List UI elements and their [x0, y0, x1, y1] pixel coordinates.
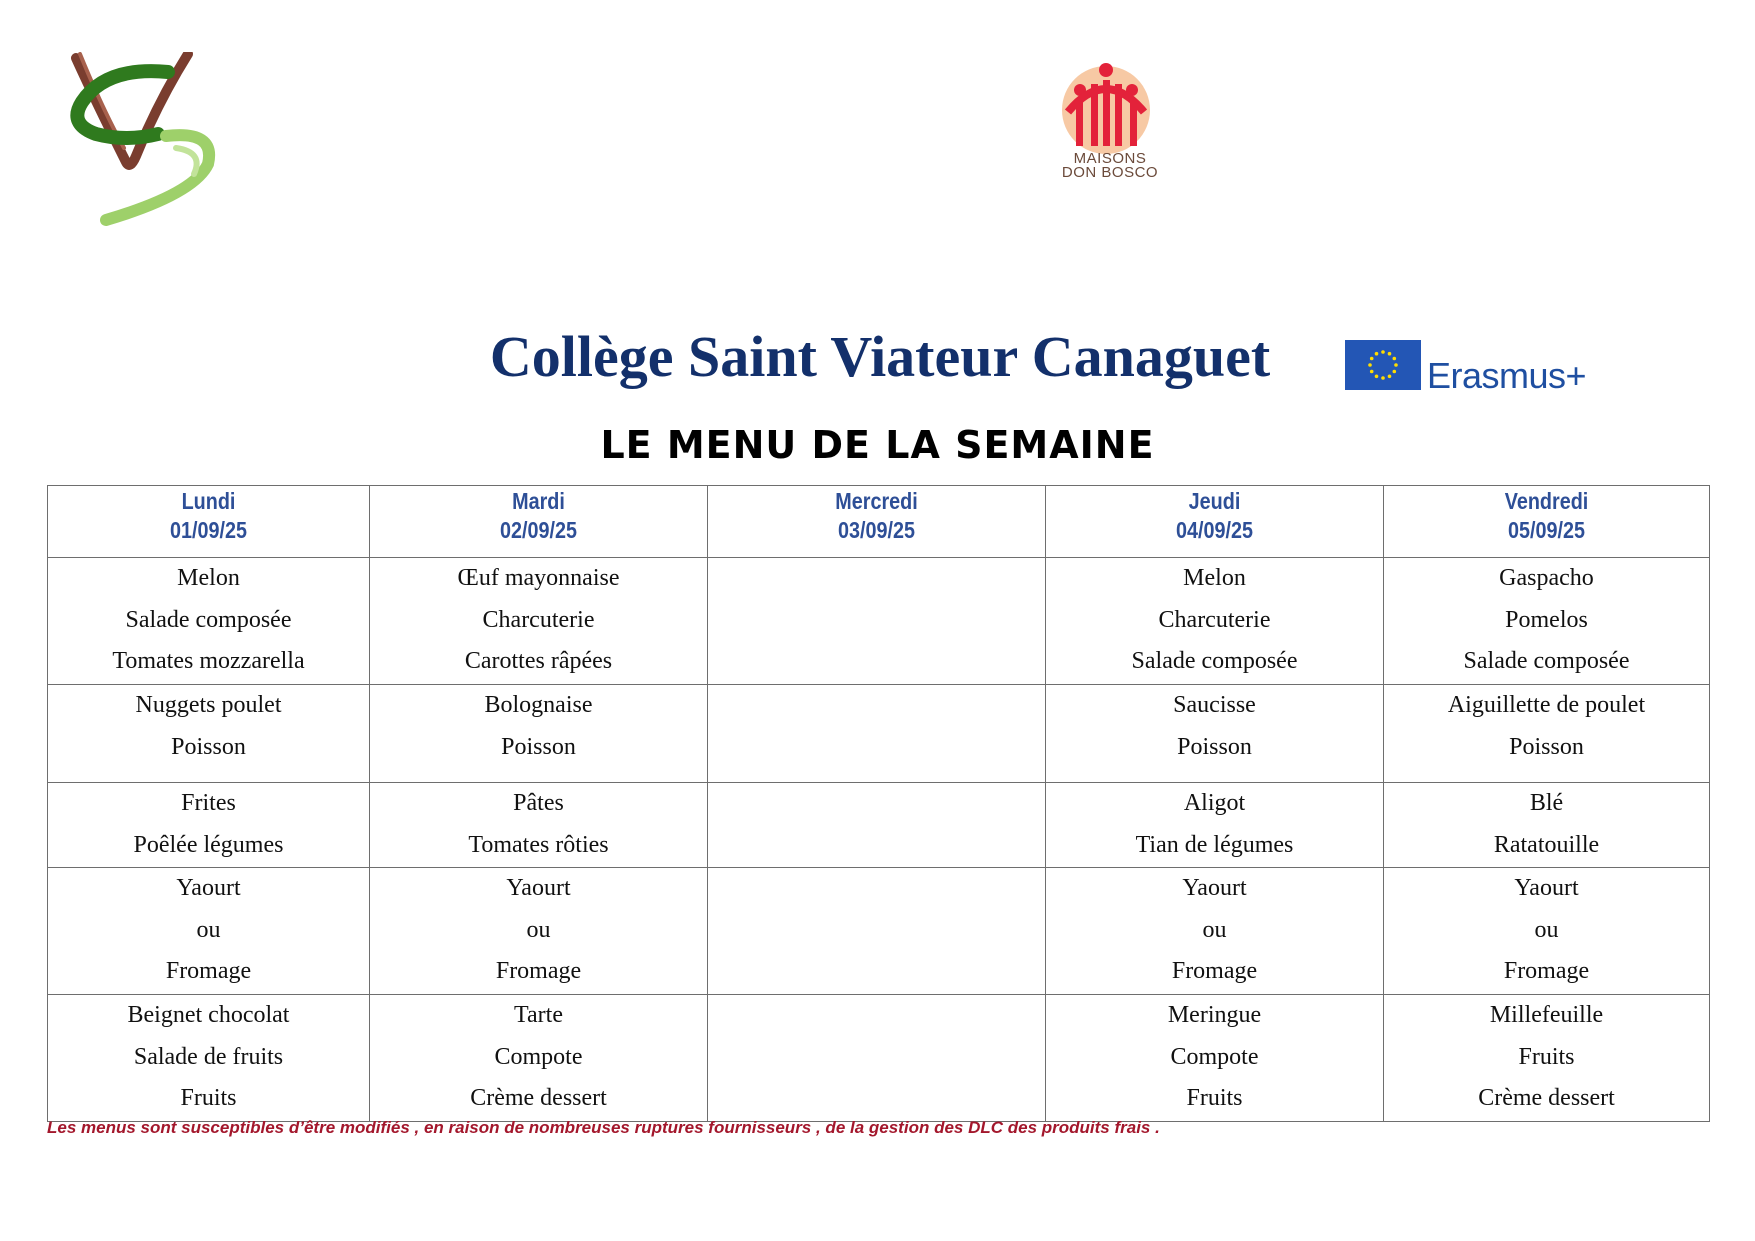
menu-item: Tian de légumes [1135, 831, 1294, 858]
day-header [1046, 486, 1384, 558]
day-name: Mercredi [835, 488, 918, 514]
menu-item: Pomelos [1505, 606, 1588, 633]
menu-cell [370, 868, 708, 995]
page-title: Collège Saint Viateur Canaguet [489, 324, 1271, 389]
menu-cell [370, 995, 708, 1122]
menu-item: Poisson [501, 733, 576, 760]
menu-item: Tarte [514, 1002, 563, 1028]
menu-item: Poisson [171, 733, 246, 760]
menu-subtitle: LE MENU DE LA SEMAINE [600, 423, 1155, 467]
table-row [48, 558, 1710, 685]
menu-cell [1384, 558, 1710, 685]
day-header [1384, 486, 1710, 558]
menu-item: Salade composée [1131, 648, 1298, 674]
menu-cell-empty [708, 783, 1046, 868]
menu-item: Saucisse [1173, 692, 1256, 718]
menu-item: Fromage [1171, 958, 1258, 984]
weekly-menu-table [47, 485, 1710, 1122]
csv-logo [66, 52, 226, 228]
menu-item: Yaourt [506, 875, 571, 901]
menu-cell [1046, 868, 1384, 995]
day-date: 03/09/25 [838, 517, 915, 543]
menu-cell [370, 558, 708, 685]
menu-cell [1384, 783, 1710, 868]
menu-item: Carottes râpées [464, 648, 613, 674]
menu-item: Salade composée [125, 606, 292, 633]
menu-item: Fruits [180, 1085, 237, 1111]
menu-item: Poêlée légumes [133, 831, 284, 858]
menu-item: Melon [1183, 565, 1246, 591]
menu-item: Fromage [495, 958, 582, 984]
menu-cell [48, 685, 370, 783]
menu-item: Crème dessert [1478, 1085, 1615, 1111]
menu-cell [1046, 783, 1384, 868]
logo-text-line2: DON BOSCO [1061, 164, 1159, 181]
menu-item: Salade composée [1463, 648, 1630, 674]
menu-item: Meringue [1167, 1002, 1262, 1028]
day-date: 04/09/25 [1176, 517, 1253, 543]
menu-cell [370, 685, 708, 783]
menu-item: Fromage [1503, 958, 1590, 984]
table-row [48, 995, 1710, 1122]
day-date: 02/09/25 [500, 517, 577, 543]
disclaimer-note: Les menus sont susceptibles d’être modifiés , en raison de nombreuses ruptures fournisseurs , de la gestion des DLC des produits frais . [47, 1118, 1160, 1137]
menu-cell [1046, 995, 1384, 1122]
menu-item: ou [1534, 916, 1559, 943]
eu-flag-icon [1345, 340, 1421, 390]
menu-item: Fruits [1186, 1085, 1243, 1111]
menu-item: Gaspacho [1499, 565, 1594, 591]
menu-item: Œuf mayonnaise [457, 565, 620, 591]
table-row [48, 868, 1710, 995]
menu-item: Compote [494, 1043, 583, 1070]
table-row [48, 783, 1710, 868]
menu-cell-empty [708, 868, 1046, 995]
day-header [708, 486, 1046, 558]
menu-item: Ratatouille [1493, 831, 1600, 858]
table-row [48, 685, 1710, 783]
menu-item: Salade de fruits [133, 1043, 284, 1070]
day-name: Lundi [181, 488, 236, 514]
menu-cell [1046, 685, 1384, 783]
day-header [48, 486, 370, 558]
menu-item: Nuggets poulet [135, 692, 282, 718]
logo-text-line1: MAISONS [1073, 150, 1147, 167]
menu-cell [48, 783, 370, 868]
day-name: Vendredi [1504, 488, 1589, 514]
table-header-row [48, 486, 1710, 558]
menu-cell [48, 868, 370, 995]
menu-item: Charcuterie [1158, 606, 1271, 633]
menu-item: Beignet chocolat [127, 1002, 290, 1028]
menu-item: Millefeuille [1489, 1002, 1604, 1028]
menu-cell [48, 558, 370, 685]
menu-item: Yaourt [176, 875, 241, 901]
menu-item: Tomates mozzarella [112, 648, 305, 674]
day-date: 01/09/25 [170, 517, 247, 543]
menu-cell [1384, 868, 1710, 995]
menu-item: Blé [1529, 790, 1564, 816]
menu-item: Charcuterie [482, 606, 595, 633]
menu-item: Poisson [1177, 733, 1252, 760]
menu-item: Yaourt [1514, 875, 1579, 901]
menu-item: Pâtes [513, 790, 564, 816]
menu-item: Frites [181, 790, 236, 816]
day-name: Jeudi [1188, 488, 1241, 514]
menu-item: Poisson [1509, 733, 1584, 760]
menu-item: Melon [177, 565, 240, 591]
menu-cell-empty [708, 685, 1046, 783]
menu-item: ou [196, 916, 221, 943]
erasmus-label: Erasmus+ [1427, 355, 1587, 396]
menu-item: Fromage [165, 958, 252, 984]
menu-item: Bolognaise [484, 692, 593, 718]
menu-cell [48, 995, 370, 1122]
menu-item: ou [1202, 916, 1227, 943]
menu-cell-empty [708, 558, 1046, 685]
menu-cell [1384, 995, 1710, 1122]
menu-item: Tomates rôties [468, 831, 609, 858]
menu-cell [1384, 685, 1710, 783]
menu-cell-empty [708, 995, 1046, 1122]
menu-item: Aiguillette de poulet [1447, 692, 1646, 718]
day-header [370, 486, 708, 558]
menu-item: ou [526, 916, 551, 943]
day-name: Mardi [512, 488, 565, 514]
menu-cell [370, 783, 708, 868]
menu-item: Fruits [1518, 1043, 1575, 1070]
menu-item: Crème dessert [470, 1085, 607, 1111]
day-date: 05/09/25 [1508, 517, 1585, 543]
menu-item: Compote [1170, 1043, 1259, 1070]
menu-cell [1046, 558, 1384, 685]
menu-item: Aligot [1183, 790, 1246, 816]
menu-item: Yaourt [1182, 875, 1247, 901]
maisons-don-bosco-logo [1050, 62, 1170, 192]
